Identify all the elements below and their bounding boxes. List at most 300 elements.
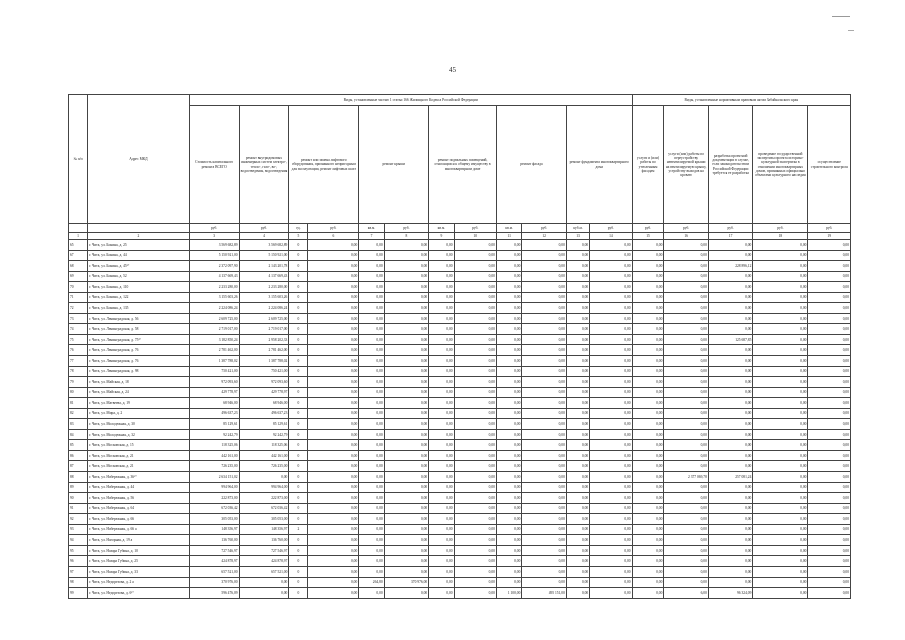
cell-value: 0,00 <box>566 566 589 577</box>
cell-value: 0,00 <box>496 514 521 525</box>
cell-value: 0,00 <box>454 524 496 535</box>
cell-value: 0,00 <box>664 408 708 419</box>
cell-value: 0,00 <box>808 377 851 388</box>
cell-value: 0,00 <box>308 545 359 556</box>
cell-value: 0,00 <box>708 566 752 577</box>
cell-value: 0,00 <box>384 514 428 525</box>
header-foundation: ремонт фундамента многоквартирного дома <box>566 106 632 224</box>
cell-value: 0,00 <box>664 577 708 588</box>
cell-value: 0,00 <box>590 556 632 567</box>
cell-value: 0,00 <box>384 503 428 514</box>
cell-value: 0,00 <box>708 514 752 525</box>
cell-value: 0,00 <box>359 545 384 556</box>
cell-value: 0,00 <box>429 377 454 388</box>
header-tech-supervision: осуществление строительного контроля <box>808 106 851 224</box>
cell-value: 0,00 <box>708 282 752 293</box>
cell-value: 0,00 <box>566 482 589 493</box>
row-address: г. Чита, ул. Бонина, д. 52 <box>88 271 190 282</box>
column-number: 4 <box>239 233 289 240</box>
cell-value: 0,00 <box>496 271 521 282</box>
cell-value: 994 964,00 <box>239 482 289 493</box>
cell-value: 0,00 <box>590 345 632 356</box>
cell-value: 750 421,00 <box>239 366 289 377</box>
cell-value: 0,00 <box>308 313 359 324</box>
cell-value: 0,00 <box>808 408 851 419</box>
cell-value: 0,00 <box>522 324 566 335</box>
cell-value: 0,00 <box>566 472 589 483</box>
cell-value: 0,00 <box>590 535 632 546</box>
cell-value: 0,00 <box>359 588 384 599</box>
cell-value: 68 946,00 <box>239 398 289 409</box>
cell-value: 0,00 <box>753 514 808 525</box>
cell-value: 0,00 <box>359 440 384 451</box>
cell-value: 0,00 <box>708 524 752 535</box>
cell-value: 657 521,00 <box>189 566 239 577</box>
cell-value: 0,00 <box>664 419 708 430</box>
cell-value: 0,00 <box>632 429 664 440</box>
cell-value: 264,80 <box>359 577 384 588</box>
row-number: 80 <box>69 387 88 398</box>
cell-value: 3 155 603,26 <box>239 292 289 303</box>
cell-value: 0,00 <box>308 556 359 567</box>
cell-value: 0,00 <box>308 345 359 356</box>
cell-value: 0,00 <box>454 408 496 419</box>
row-address: г. Чита, ул. Набережная, д. 44 <box>88 482 190 493</box>
cell-value: 0,00 <box>384 271 428 282</box>
table-row <box>69 556 851 567</box>
cell-value: 0,00 <box>590 566 632 577</box>
cell-value: 0,00 <box>384 482 428 493</box>
cell-value: 0,00 <box>664 524 708 535</box>
cell-value: 0,00 <box>753 303 808 314</box>
cell-value: 0,00 <box>496 461 521 472</box>
cell-value: 0,00 <box>632 240 664 251</box>
column-number: 5 <box>289 233 308 240</box>
row-number: 65 <box>69 240 88 251</box>
cell-value: 0,00 <box>808 324 851 335</box>
table-row <box>69 377 851 388</box>
cell-value: 0 <box>289 535 308 546</box>
cell-value: 3 569 682,89 <box>189 240 239 251</box>
cell-value: 442 161,00 <box>189 450 239 461</box>
cell-value: 0,00 <box>359 303 384 314</box>
cell-value: 0,00 <box>590 588 632 599</box>
cell-value: 0,00 <box>496 356 521 367</box>
cell-value: 0,00 <box>496 334 521 345</box>
row-address: г. Чита, ул. Набережная, д. 64 <box>88 503 190 514</box>
cell-value: 0,00 <box>384 493 428 504</box>
cell-value: 370 976,00 <box>384 577 428 588</box>
cell-value: 0,00 <box>590 324 632 335</box>
cell-value: 0,00 <box>664 450 708 461</box>
cell-value: 0,00 <box>566 313 589 324</box>
cell-value: 0,00 <box>632 408 664 419</box>
cell-value: 0,00 <box>522 387 566 398</box>
cell-value: 0,00 <box>708 345 752 356</box>
cell-value: 0,00 <box>590 261 632 272</box>
cell-value: 0,00 <box>590 419 632 430</box>
cell-value: 0,00 <box>454 535 496 546</box>
cell-value: 0,00 <box>708 482 752 493</box>
row-address: г. Чита, ул. Ленинградская, д. 75¹⁰ <box>88 334 190 345</box>
cell-value: 0,00 <box>496 503 521 514</box>
cell-value: 0,00 <box>808 345 851 356</box>
cell-value: 0,00 <box>496 472 521 483</box>
cell-value: 0,00 <box>429 313 454 324</box>
cell-value: 0,00 <box>454 292 496 303</box>
cell-value: 0,00 <box>308 450 359 461</box>
table-row <box>69 240 851 251</box>
row-address: г. Чита, ул. Майская, д. 18 <box>88 377 190 388</box>
cell-value: 0,00 <box>664 398 708 409</box>
cell-value: 136 760,00 <box>189 535 239 546</box>
cell-value: 0,00 <box>384 556 428 567</box>
cell-value: 2 143 201,78 <box>239 261 289 272</box>
cell-value: 972 093,60 <box>239 377 289 388</box>
row-number: 88 <box>69 472 88 483</box>
cell-value: 0,00 <box>632 282 664 293</box>
cell-value: 0,00 <box>454 366 496 377</box>
cell-value: 0,00 <box>632 556 664 567</box>
cell-value: 0,00 <box>753 588 808 599</box>
cell-value: 0,00 <box>590 577 632 588</box>
cell-value: 0,00 <box>454 450 496 461</box>
cell-value: 2 781 462,00 <box>189 345 239 356</box>
cell-value: 0,00 <box>496 566 521 577</box>
cell-value: 0,00 <box>308 493 359 504</box>
cell-value: 0,00 <box>454 577 496 588</box>
cell-value: 0,00 <box>753 461 808 472</box>
cell-value: 0,00 <box>308 398 359 409</box>
row-number: 89 <box>69 482 88 493</box>
cell-value: 0,00 <box>708 366 752 377</box>
column-number: 13 <box>566 233 589 240</box>
cell-value: 0,00 <box>359 419 384 430</box>
cell-value: 0,00 <box>308 472 359 483</box>
cell-value: 0,00 <box>708 577 752 588</box>
cell-value: 2 609 725,00 <box>239 313 289 324</box>
cell-value: 0,00 <box>359 345 384 356</box>
cell-value: 0,00 <box>454 345 496 356</box>
cell-value: 0,00 <box>808 461 851 472</box>
cell-value: 0,00 <box>632 482 664 493</box>
unit-label: руб. <box>664 224 708 233</box>
cell-value: 0,00 <box>496 345 521 356</box>
cell-value: 0,00 <box>359 566 384 577</box>
cell-value: 0,00 <box>429 556 454 567</box>
cell-value: 0,00 <box>522 493 566 504</box>
cell-value: 0,00 <box>632 356 664 367</box>
column-number: 10 <box>454 233 496 240</box>
cell-value: 0,00 <box>808 545 851 556</box>
row-address: г. Чита, ул. Молодежная, д. 30 <box>88 419 190 430</box>
cell-value: 2 224 086,24 <box>239 303 289 314</box>
cell-value: 0,00 <box>308 324 359 335</box>
cell-value: 0,00 <box>384 408 428 419</box>
cell-value: 972 093,60 <box>189 377 239 388</box>
cell-value: 0 <box>289 493 308 504</box>
cell-value: 0,00 <box>429 461 454 472</box>
cell-value: 0,00 <box>359 324 384 335</box>
cell-value: 0,00 <box>384 313 428 324</box>
cell-value: 0,00 <box>359 493 384 504</box>
cell-value: 0,00 <box>384 524 428 535</box>
cell-value: 0,00 <box>808 429 851 440</box>
cell-value: 0,00 <box>664 345 708 356</box>
cell-value: 0,00 <box>808 398 851 409</box>
row-address: г. Чита, ул. Ленинградская, д. 56 <box>88 313 190 324</box>
unit-label: руб. <box>384 224 428 233</box>
cell-value: 0,00 <box>522 472 566 483</box>
cell-value: 0,00 <box>359 313 384 324</box>
cell-value: 0,00 <box>308 524 359 535</box>
row-address: г. Чита, ул. Мира, д. 2 <box>88 408 190 419</box>
row-number: 97 <box>69 566 88 577</box>
cell-value: 0,00 <box>384 356 428 367</box>
cell-value: 0,00 <box>632 535 664 546</box>
cell-value: 0,00 <box>664 366 708 377</box>
header-internal-systems: ремонт внутридомовых инженерных систем электро-, тепло-, газо-, во-, водоотведения, водоотведения <box>239 106 289 224</box>
cell-value: 1 387 788,02 <box>239 356 289 367</box>
cell-value: 0,00 <box>429 292 454 303</box>
cell-value: 0,00 <box>808 292 851 303</box>
cell-value: 0,00 <box>384 566 428 577</box>
row-number: 70 <box>69 282 88 293</box>
header-design-estimates: услуги (или) работы по переустройству невентилируемой крыши на вентилируемую крышу, устройству выходов на кровлю <box>664 106 708 224</box>
cell-value: 0,00 <box>429 545 454 556</box>
cell-value: 0,00 <box>664 482 708 493</box>
cell-value: 0 <box>289 514 308 525</box>
cell-value: 305 053,00 <box>189 514 239 525</box>
cell-value: 0,00 <box>308 588 359 599</box>
row-number: 90 <box>69 493 88 504</box>
cell-value: 0,00 <box>522 461 566 472</box>
table-row <box>69 366 851 377</box>
row-address: г. Чита, ул. Набережная, д. 36¹⁰ <box>88 472 190 483</box>
header-roof: ремонт крыши <box>359 106 429 224</box>
table-row <box>69 324 851 335</box>
cell-value: 0,00 <box>590 292 632 303</box>
cell-value: 0 <box>289 324 308 335</box>
cell-value: 496 637,23 <box>189 408 239 419</box>
cell-value: 0,00 <box>308 366 359 377</box>
cell-value: 0,00 <box>454 282 496 293</box>
cell-value: 0,00 <box>808 271 851 282</box>
cell-value: 0,00 <box>522 398 566 409</box>
table-row <box>69 493 851 504</box>
table-row <box>69 535 851 546</box>
cell-value: 0,00 <box>384 366 428 377</box>
cell-value: 0,00 <box>632 271 664 282</box>
cell-value: 0,00 <box>359 429 384 440</box>
cell-value: 0 <box>289 577 308 588</box>
cell-value: 0,00 <box>308 577 359 588</box>
cell-value: 0,00 <box>808 588 851 599</box>
cell-value: 0,00 <box>308 282 359 293</box>
cell-value: 0,00 <box>308 482 359 493</box>
row-address: г. Чита, ул. Назара Губина, д. 25 <box>88 556 190 567</box>
cell-value: 0 <box>289 240 308 251</box>
unit-label: ед. <box>289 224 308 233</box>
cell-value: 0,00 <box>590 514 632 525</box>
cell-value: 0,00 <box>590 398 632 409</box>
cell-value: 0,00 <box>566 292 589 303</box>
cell-value: 0,00 <box>590 250 632 261</box>
unit-label: руб. <box>522 224 566 233</box>
cell-value: 0,00 <box>632 588 664 599</box>
row-address: г. Чита, ул. Молодежная, д. 32 <box>88 429 190 440</box>
cell-value: 0,00 <box>454 461 496 472</box>
cell-value: 0,00 <box>308 387 359 398</box>
cell-value: 0,00 <box>522 261 566 272</box>
cell-value: 0,00 <box>808 387 851 398</box>
cell-value: 0,00 <box>566 493 589 504</box>
cell-value: 0,00 <box>454 261 496 272</box>
cell-value: 0,00 <box>566 377 589 388</box>
page-number: 45 <box>449 66 456 74</box>
cell-value: 0,00 <box>454 503 496 514</box>
cell-value: 0,00 <box>522 556 566 567</box>
row-number: 91 <box>69 503 88 514</box>
cell-value: 0,00 <box>454 514 496 525</box>
unit-label: руб. <box>308 224 359 233</box>
unit-label: руб. <box>632 224 664 233</box>
cell-value: 0,00 <box>590 524 632 535</box>
cell-value: 0,00 <box>753 408 808 419</box>
cell-value: 0,00 <box>664 514 708 525</box>
cell-value: 0,00 <box>590 282 632 293</box>
cell-value: 0,00 <box>429 493 454 504</box>
cell-value: 0,00 <box>454 440 496 451</box>
row-address: г. Чита, ул. Московская, д. 21 <box>88 450 190 461</box>
cell-value: 0 <box>289 440 308 451</box>
cell-value: 0,00 <box>429 282 454 293</box>
cell-value: 0,00 <box>708 377 752 388</box>
cell-value: 0,00 <box>664 535 708 546</box>
cell-value: 0,00 <box>496 250 521 261</box>
cell-value: 85 129,61 <box>239 419 289 430</box>
cell-value: 2 958 202,33 <box>239 334 289 345</box>
cell-value: 0,00 <box>664 493 708 504</box>
cell-value: 0,00 <box>664 566 708 577</box>
row-address: г. Чита, ул. Ленинградская, д. 76 <box>88 345 190 356</box>
unit-label: кв.м. <box>496 224 521 233</box>
cell-value: 0,00 <box>566 524 589 535</box>
column-number: 1 <box>69 233 88 240</box>
row-number: 94 <box>69 535 88 546</box>
cell-value: 727 546,97 <box>239 545 289 556</box>
cell-value: 0,00 <box>359 292 384 303</box>
cell-value: 228 896,12 <box>708 261 752 272</box>
cell-value: 0,00 <box>522 482 566 493</box>
cell-value: 0,00 <box>384 588 428 599</box>
cell-value: 0,00 <box>359 377 384 388</box>
cell-value: 0,00 <box>522 545 566 556</box>
row-number: 78 <box>69 366 88 377</box>
cell-value: 0,00 <box>632 334 664 345</box>
cell-value: 0,00 <box>708 545 752 556</box>
cell-value: 0,00 <box>753 556 808 567</box>
cell-value: 0 <box>289 398 308 409</box>
cell-value: 0,00 <box>522 566 566 577</box>
cell-value: 0,00 <box>753 313 808 324</box>
table-row <box>69 303 851 314</box>
cell-value: 0,00 <box>664 282 708 293</box>
column-number: 7 <box>359 233 384 240</box>
cell-value: 0,00 <box>632 440 664 451</box>
cell-value: 0,00 <box>808 334 851 345</box>
cell-value: 0,00 <box>384 303 428 314</box>
group-regional: Виды, установленные нормативным правовым актом Забайкальского края <box>632 95 850 106</box>
cell-value: 0,00 <box>590 545 632 556</box>
cell-value: 0,00 <box>384 450 428 461</box>
cell-value: 0,00 <box>566 588 589 599</box>
cell-value: 0,00 <box>590 387 632 398</box>
cell-value: 0,00 <box>359 503 384 514</box>
cell-value: 0,00 <box>496 577 521 588</box>
cell-value: 672 036,42 <box>189 503 239 514</box>
cell-value: 0,00 <box>808 303 851 314</box>
cell-value: 2 377 069,78 <box>664 472 708 483</box>
cell-value: 0,00 <box>522 366 566 377</box>
row-number: 83 <box>69 419 88 430</box>
unit-label: руб. <box>189 224 239 233</box>
cell-value: 0,00 <box>632 450 664 461</box>
cell-value: 0,00 <box>429 588 454 599</box>
cell-value: 0,00 <box>708 408 752 419</box>
cell-value: 0,00 <box>359 472 384 483</box>
cell-value: 92 242,79 <box>239 429 289 440</box>
cell-value: 0,00 <box>239 588 289 599</box>
cell-value: 0,00 <box>566 261 589 272</box>
cell-value: 0,00 <box>753 366 808 377</box>
cell-value: 0,00 <box>359 356 384 367</box>
cell-value: 5 150 921,00 <box>239 250 289 261</box>
cell-value: 0,00 <box>384 429 428 440</box>
cell-value: 0,00 <box>496 282 521 293</box>
cell-value: 0,00 <box>308 303 359 314</box>
cell-value: 0,00 <box>632 387 664 398</box>
row-number: 92 <box>69 514 88 525</box>
cell-value: 0,00 <box>808 514 851 525</box>
cell-value: 0,00 <box>708 324 752 335</box>
cell-value: 0,00 <box>808 566 851 577</box>
table-row <box>69 356 851 367</box>
cell-value: 0,00 <box>590 408 632 419</box>
cell-value: 118 325,06 <box>239 440 289 451</box>
table-row <box>69 461 851 472</box>
cell-value: 0,00 <box>429 345 454 356</box>
row-number: 73 <box>69 313 88 324</box>
cell-value: 0,00 <box>664 261 708 272</box>
cell-value: 0,00 <box>590 313 632 324</box>
cell-value: 0 <box>289 450 308 461</box>
cell-value: 0,00 <box>454 556 496 567</box>
cell-value: 0,00 <box>708 556 752 567</box>
cell-value: 0,00 <box>808 472 851 483</box>
table-row <box>69 472 851 483</box>
cell-value: 0,00 <box>566 324 589 335</box>
cell-value: 0,00 <box>454 324 496 335</box>
cell-value: 0,00 <box>632 377 664 388</box>
cell-value: 0,00 <box>429 514 454 525</box>
column-number: 6 <box>308 233 359 240</box>
cell-value: 0,00 <box>808 493 851 504</box>
cell-value: 0,00 <box>590 472 632 483</box>
cell-value: 0,00 <box>664 356 708 367</box>
cell-value: 1 100,00 <box>496 588 521 599</box>
cell-value: 0,00 <box>753 524 808 535</box>
